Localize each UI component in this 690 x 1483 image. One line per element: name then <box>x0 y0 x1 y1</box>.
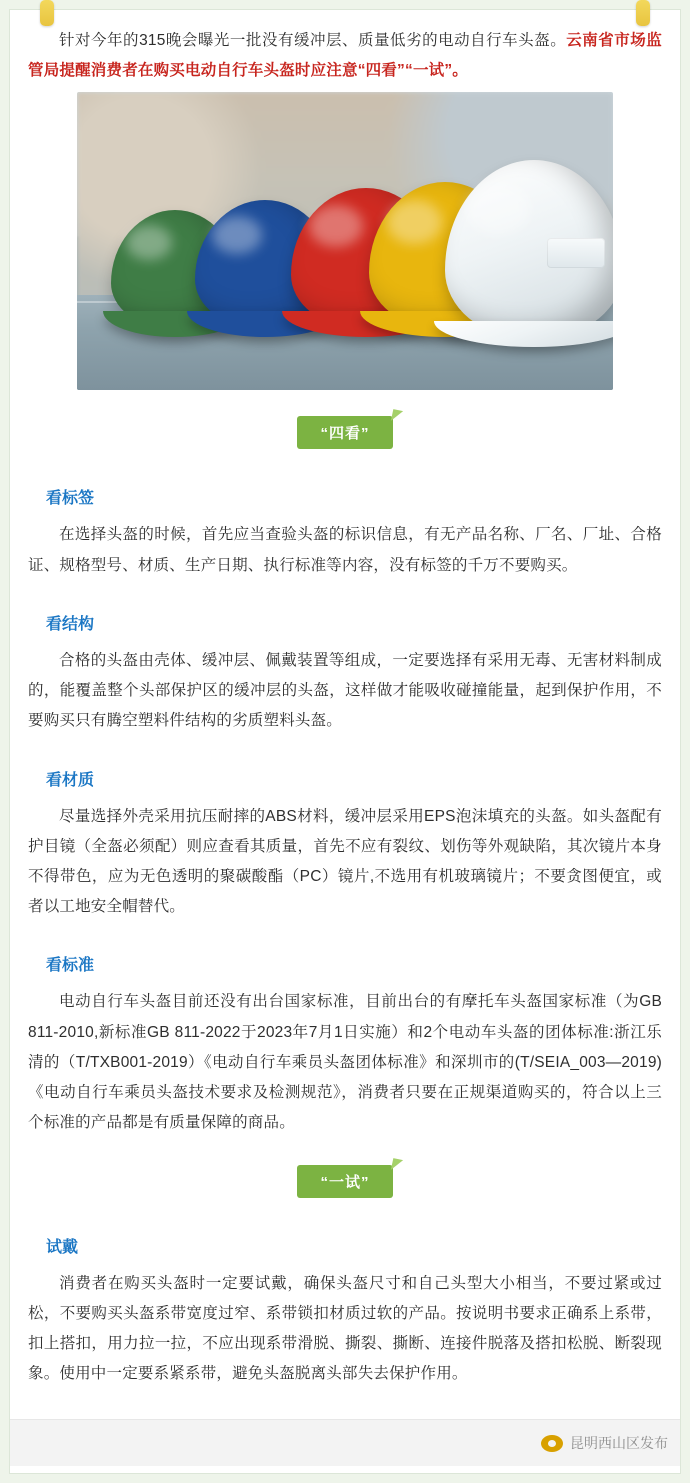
lead-paragraph <box>28 26 662 86</box>
helmet-photo-wrapper <box>28 92 662 390</box>
lead-highlight-text: 云南省市场监管局提醒消费者在购买电动自行车头盔时应注意“四看”“一试”。 <box>28 32 662 80</box>
section-paragraph: 电动自行车头盔目前还没有出台国家标准，目前出台的有摩托车头盔国家标准（为GB 811-2010,新标准GB 811-2022于2023年7月1日实施）和2个电动车头盔的团体标准:浙江乐清的（T/TXB001-2019）《电动自行车乘员头盔团体标准》和深圳市的(T/SEIA_003—2019)《电动自行车乘员头盔技术要求及检测规范》，消费者只要在正规渠道购买的，符合以上三个标准的产品都是有质量保障的商品。 <box>28 993 662 1132</box>
weibo-icon <box>541 1435 563 1452</box>
section-title-material: 看材质 <box>46 771 95 789</box>
section-paragraph: 尽量选择外壳采用抗压耐摔的ABS材料，缓冲层采用EPS泡沫填充的头盔。如头盔配有护目镜（全盔必须配）则应查看其质量，首先不应有裂纹、划伤等外观缺陷，其次镜片本身不得带色，应为无色透明的聚碳酸酯（PC）镜片,不选用有机玻璃镜片；不要贪图便宜，或者以工地安全帽替代。 <box>28 807 662 916</box>
lead-plain-text: 针对今年的315晚会曝光一批没有缓冲层、质量低劣的电动自行车头盔。 <box>59 32 567 49</box>
section-badge-row-four-look <box>28 390 662 455</box>
section-title-standard: 看标准 <box>46 957 95 975</box>
footer-account-name[interactable]: 昆明西山区发布 <box>570 1435 668 1452</box>
section-paragraph: 合格的头盔由壳体、缓冲层、佩戴装置等组成，一定要选择有采用无毒、无害材料制成的，能覆盖整个头部保护区的缓冲层的头盔，这样做才能吸收碰撞能量，起到保护作用，不要购买只有腾空塑料件结构的劣质塑料头盔。 <box>28 651 662 730</box>
section-paragraph: 消费者在购买头盔时一定要试戴，确保头盔尺寸和自己头型大小相当，不要过紧或过松，不要购买头盔系带宽度过窄、系带锁扣材质过软的产品。按说明书要求正确系上系带，扣上搭扣，用力拉一拉，不应出现系带滑脱、撕裂、撕断、连接件脱落及搭扣松脱、断裂现象。使用中一定要系紧系带，避免头盔脱离头部失去保护作用。 <box>28 1274 662 1383</box>
section-badge-row-one-try <box>28 1139 662 1204</box>
section-title-try-on: 试戴 <box>46 1238 79 1256</box>
helmet-vent <box>547 238 605 268</box>
article-footer <box>0 1419 690 1466</box>
section-paragraph: 在选择头盔的时候，首先应当查验头盔的标识信息，有无产品名称、厂名、厂址、合格证、规格型号、材质、生产日期、执行标准等内容，没有标签的千万不要购买。 <box>28 526 662 574</box>
section-title-structure: 看结构 <box>46 615 95 633</box>
badge-one-try: “一试” <box>297 1165 393 1198</box>
badge-four-look: “四看” <box>297 416 393 449</box>
helmet-photo <box>77 92 613 390</box>
section-title-label: 看标签 <box>46 490 95 508</box>
